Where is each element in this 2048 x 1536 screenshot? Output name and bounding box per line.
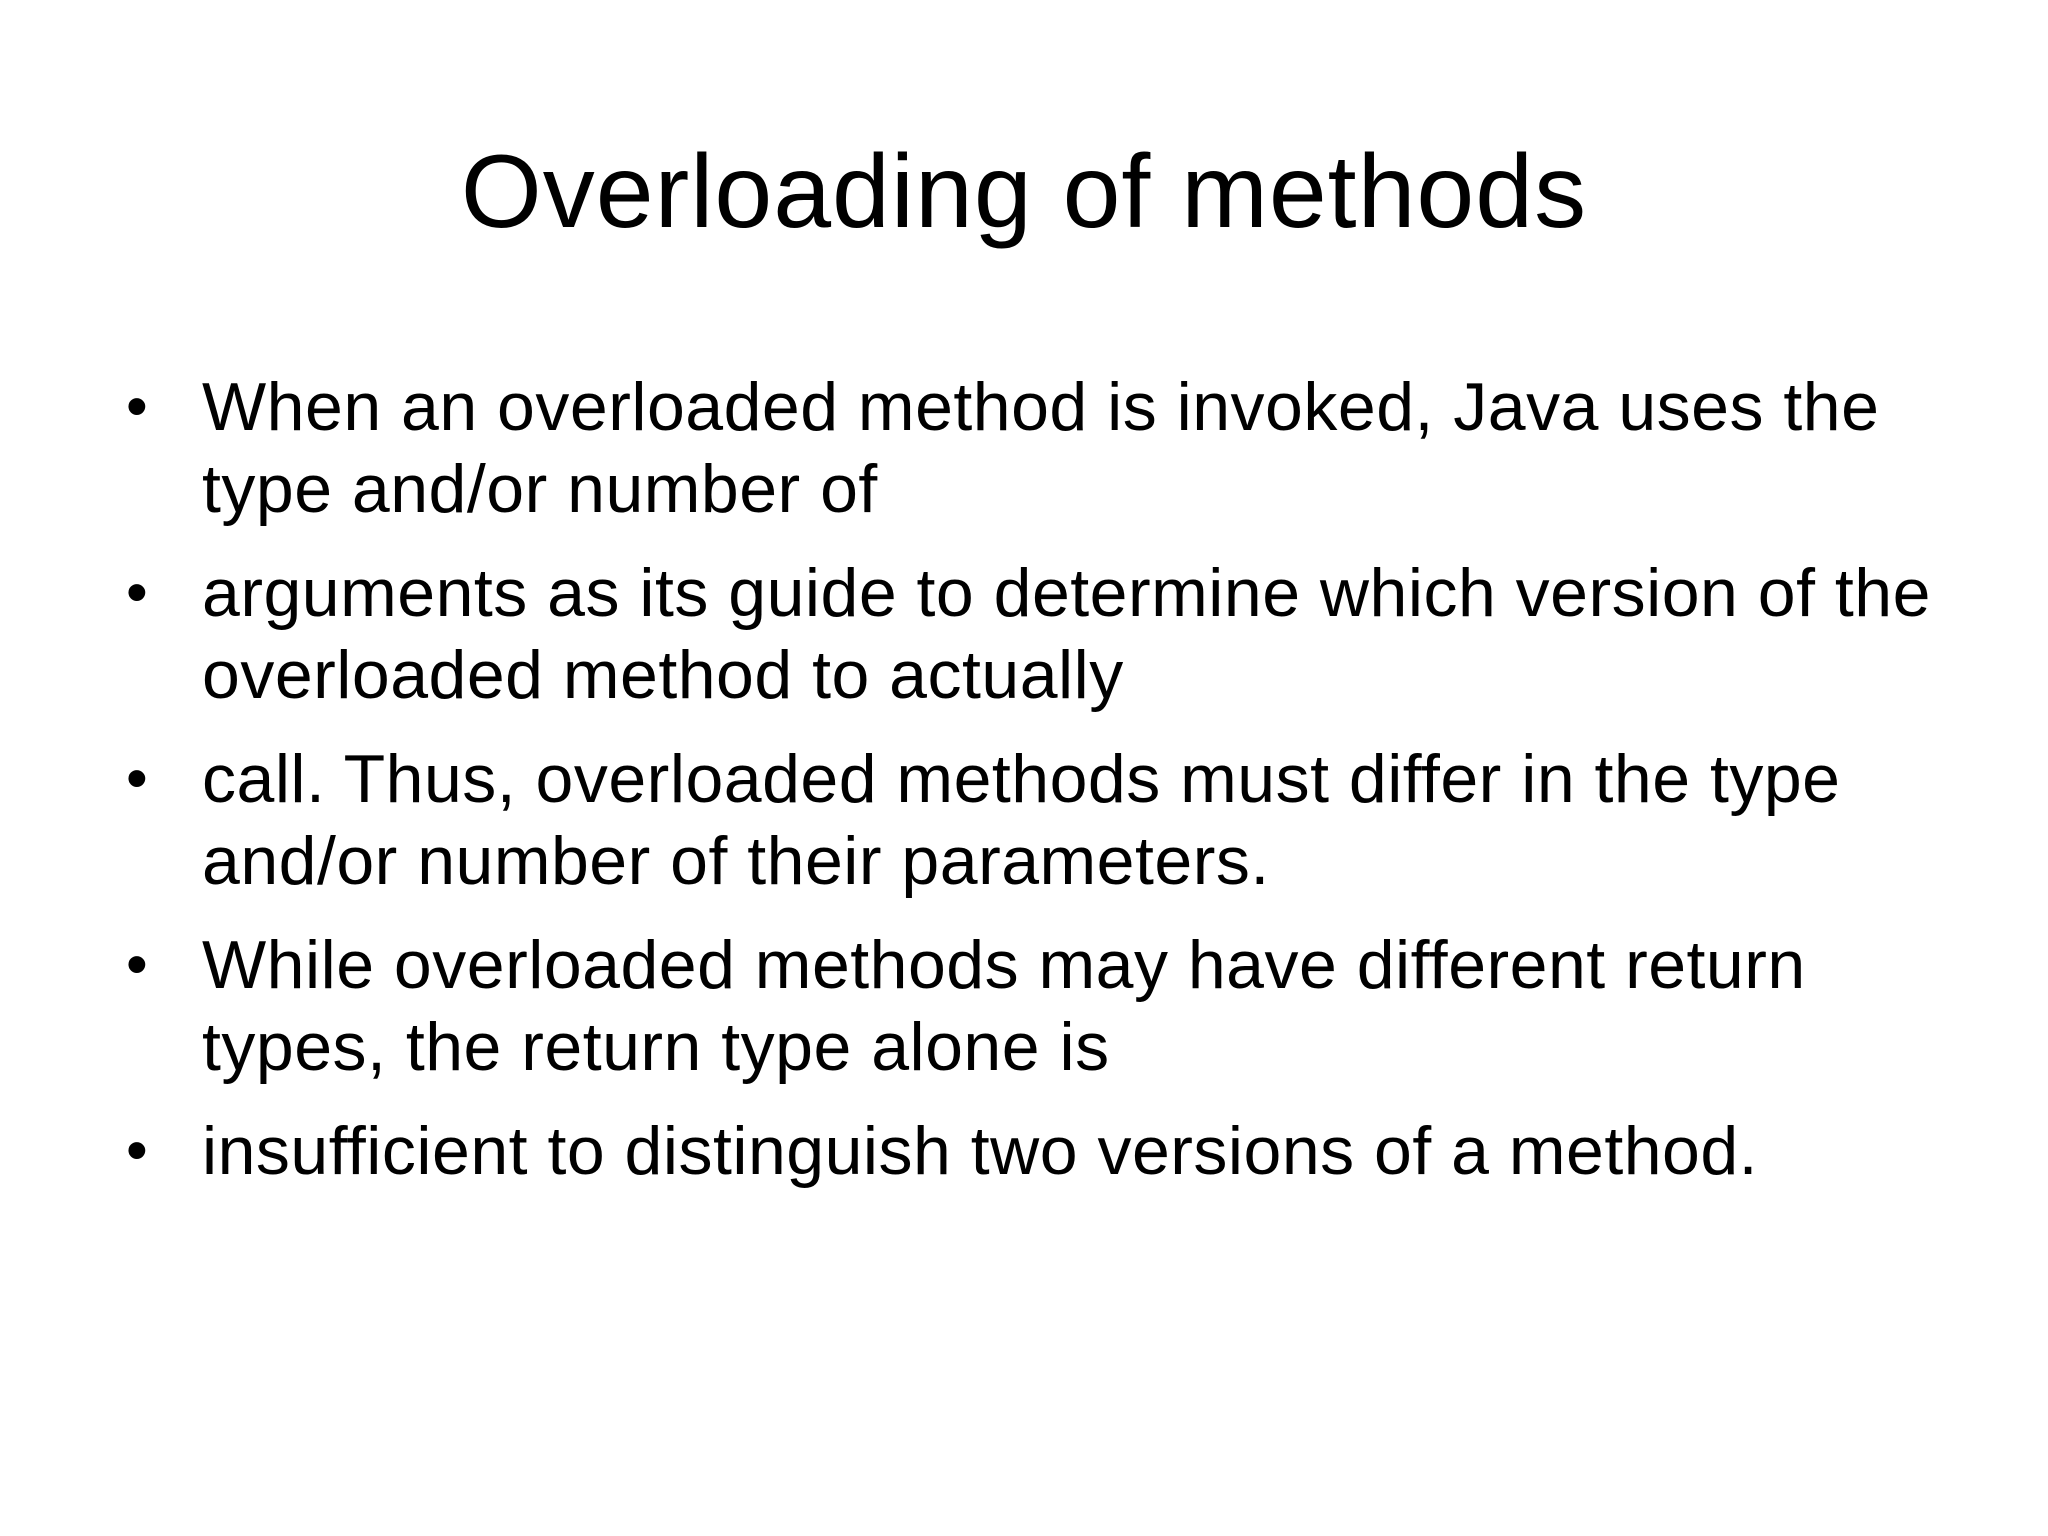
bullet-text: insufficient to distinguish two versions of a method. bbox=[202, 1113, 1759, 1189]
bullet-item bbox=[122, 924, 1962, 1088]
bullet-text: While overloaded methods may have different return types, the return type alone is bbox=[202, 927, 1806, 1085]
bullet-dot-icon: • bbox=[126, 1116, 149, 1185]
bullet-dot-icon: • bbox=[126, 744, 149, 813]
bullet-text: When an overloaded method is invoked, Java uses the type and/or number of bbox=[202, 369, 1880, 527]
bullet-text: call. Thus, overloaded methods must differ in the type and/or number of their parameters. bbox=[202, 741, 1841, 899]
bullet-dot-icon: • bbox=[126, 930, 149, 999]
bullet-list bbox=[122, 366, 1962, 1214]
bullet-text: arguments as its guide to determine which version of the overloaded method to actually bbox=[202, 555, 1931, 713]
bullet-item bbox=[122, 1110, 1962, 1192]
bullet-item bbox=[122, 366, 1962, 530]
bullet-item bbox=[122, 738, 1962, 902]
bullet-dot-icon: • bbox=[126, 558, 149, 627]
bullet-item bbox=[122, 552, 1962, 716]
bullet-dot-icon: • bbox=[126, 372, 149, 441]
slide-title: Overloading of methods bbox=[460, 134, 1588, 250]
